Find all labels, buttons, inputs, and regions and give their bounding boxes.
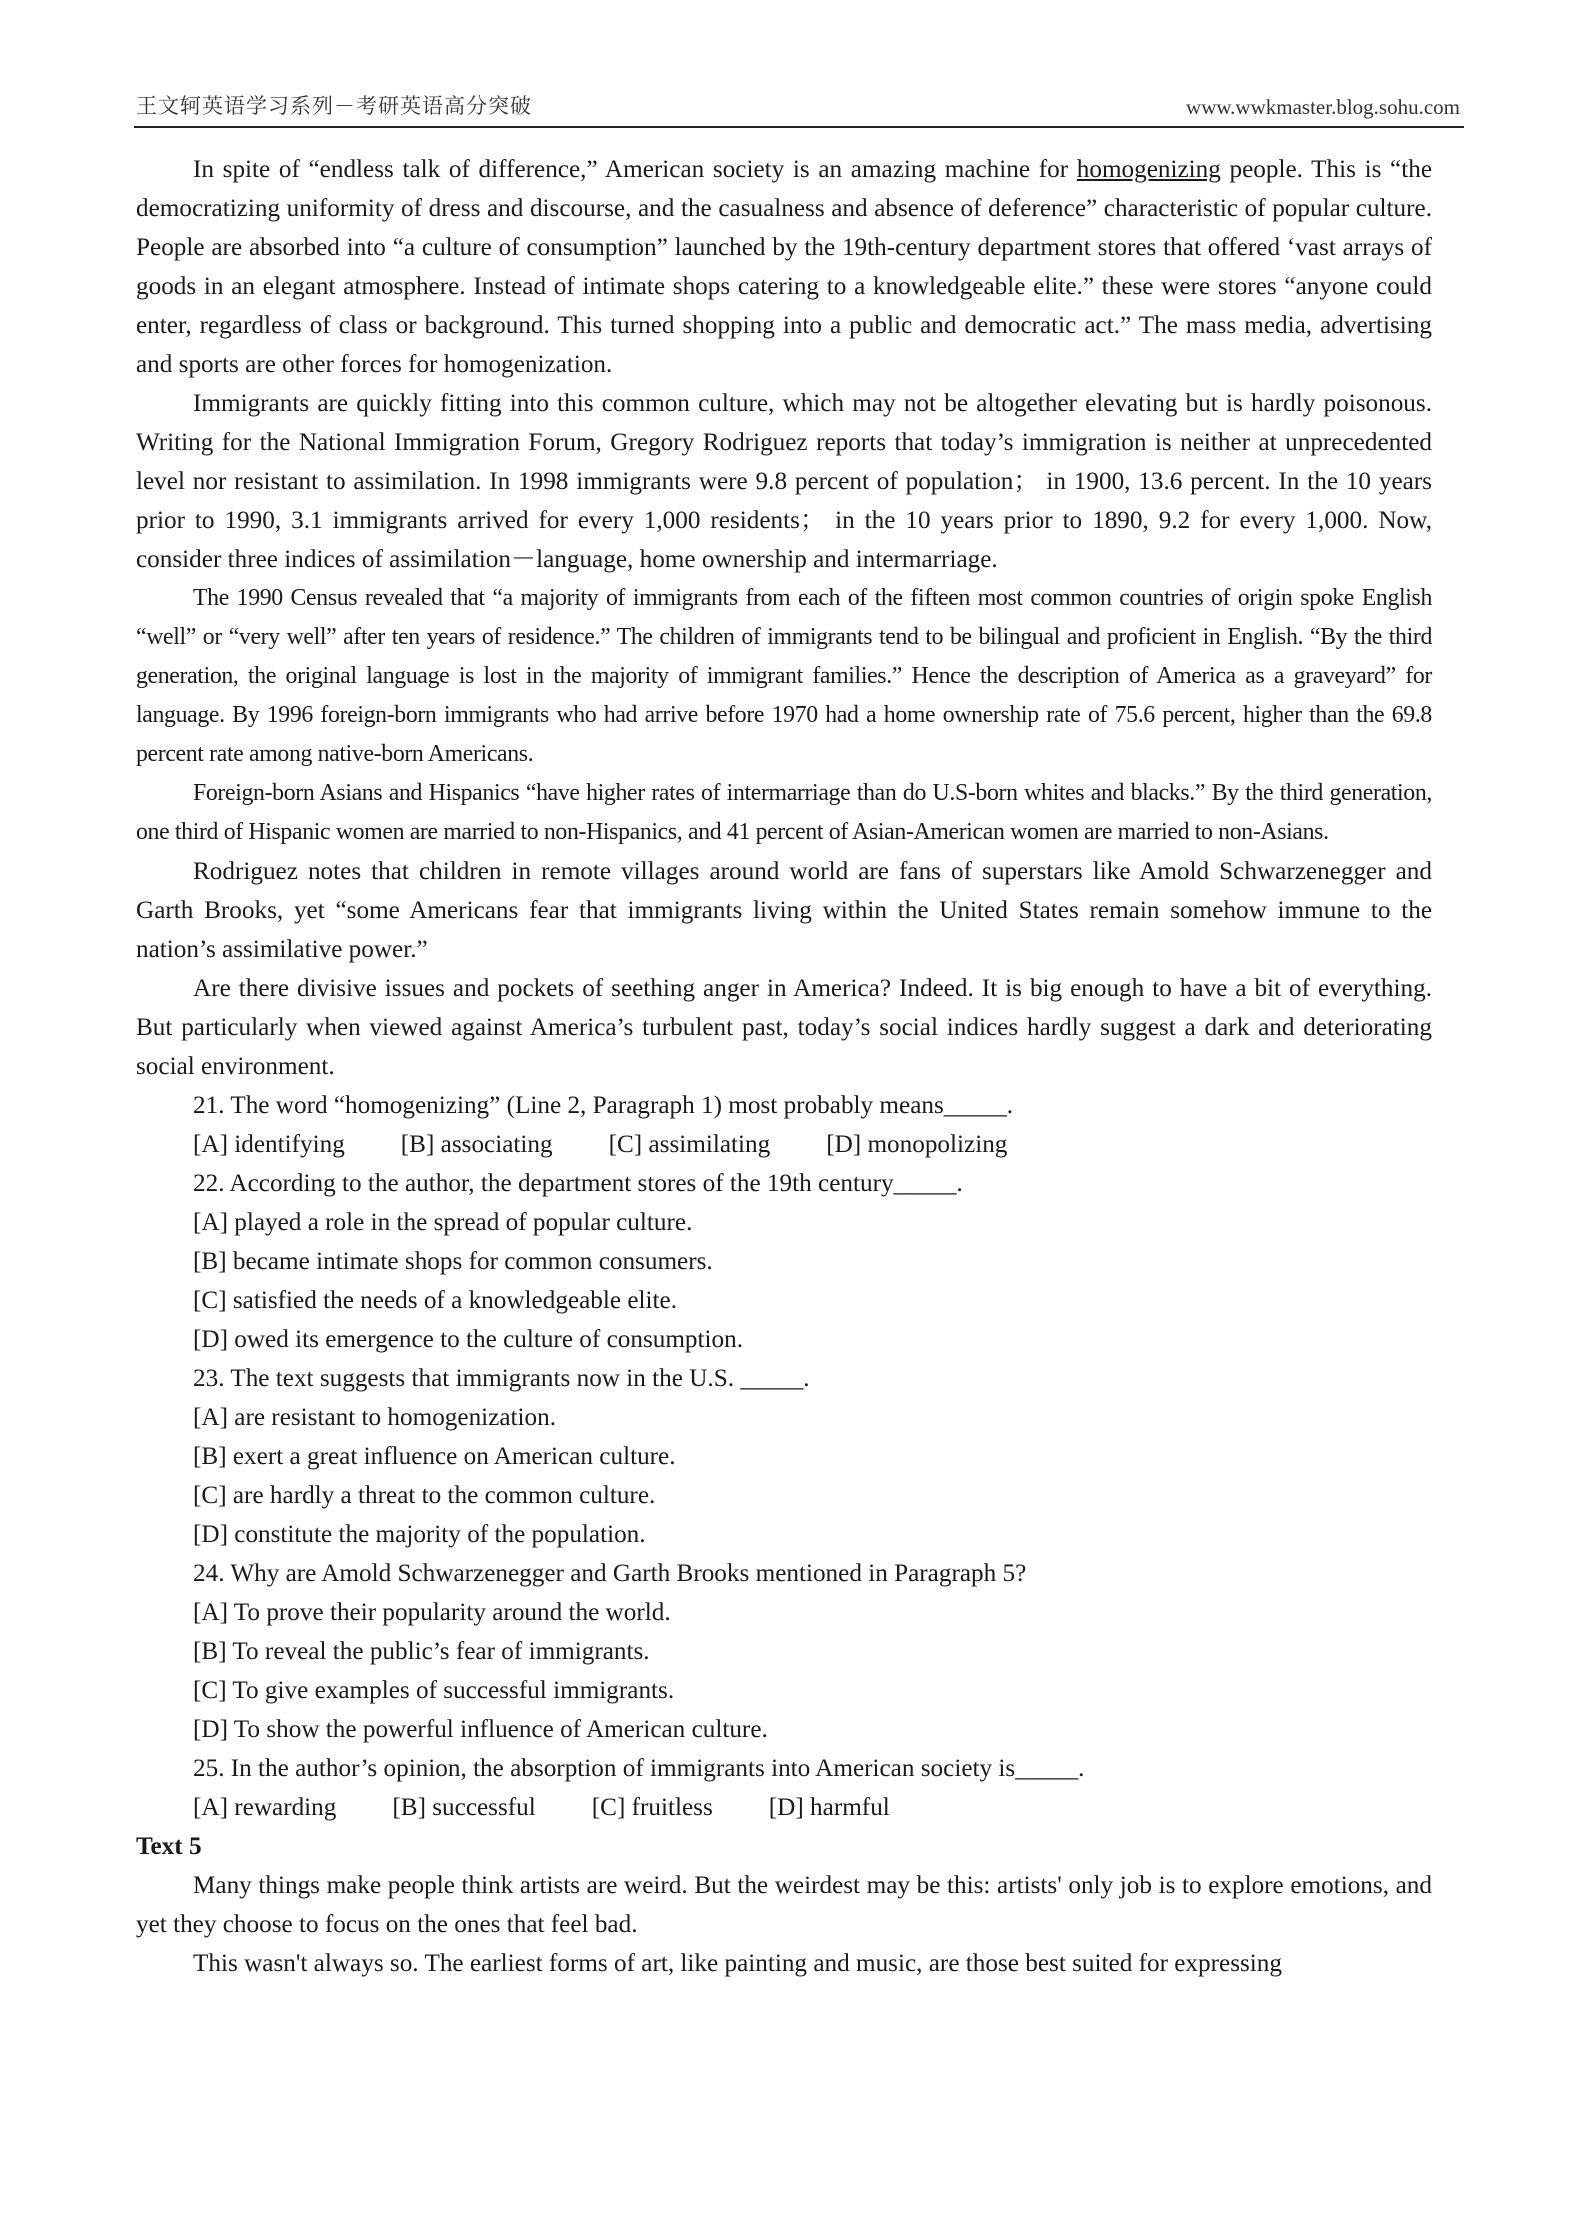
paragraph-3: The 1990 Census revealed that “a majority of immigrants from each of the fifteen most common countries of origin spoke English “well” or “very well” after ten years of residence.” The children of immigrants tend to be bilingual and proficient in English. “By the third generation, the original language is lost in the majority of immigrant families.” Hence the description of America as a graveyard” for language. By 1996 foreign-born immigrants who had arrive before 1970 had a home ownership rate of 75.6 percent, higher than the 69.8 percent rate among native-born Americans. [136, 585, 1432, 767]
option-d: [D] To show the powerful influence of American culture. [193, 1716, 768, 1743]
option-a: [A] rewarding [193, 1794, 337, 1821]
option-d: [D] harmful [768, 1794, 890, 1821]
option-b: [B] successful [392, 1794, 536, 1821]
text5-paragraph-2: This wasn't always so. The earliest forms of art, like painting and music, are those best suited for expressing [193, 1950, 1282, 1977]
paragraph-2: Immigrants are quickly fitting into this common culture, which may not be altogether elevating but is hardly poisonous. Writing for the National Immigration Forum, Gregory Rodriguez reports that today’s immigration is neither at unprecedented level nor resistant to assimilation. In 1998 immigrants were 9.8 percent of population； in 1900, 13.6 percent. In the 10 years prior to 1990, 3.1 immigrants arrived for every 1,000 residents； in the 10 years prior to 1890, 9.2 for every 1,000. Now, consider three indices of assimilation－language, home ownership and intermarriage. [136, 390, 1432, 573]
question-25-options [136, 1788, 1432, 1827]
paragraph-6: Are there divisive issues and pockets of seething anger in America? Indeed. It is big enough to have a bit of everything. But particularly when viewed against America’s turbulent past, today’s social indices hardly suggest a dark and deteriorating social environment. [136, 975, 1432, 1080]
text5-paragraph-1: Many things make people think artists are weird. But the weirdest may be this: artists' only job is to explore emotions, and yet they choose to focus on the ones that feel bad. [136, 1872, 1432, 1938]
option-b: [B] became intimate shops for common consumers. [193, 1248, 713, 1275]
paragraph-1: In spite of “endless talk of difference,” American society is an amazing machine for homogenizing people. This is “the democratizing uniformity of dress and discourse, and the casualness and absence of deference” characteristic of popular culture. People are absorbed into “a culture of consumption” launched by the 19th-century department stores that offered ‘vast arrays of goods in an elegant atmosphere. Instead of intimate shops catering to a knowledgeable elite.” these were stores “anyone could enter, regardless of class or background. This turned shopping into a public and democratic act.” The mass media, advertising and sports are other forces for homogenization. [136, 156, 1433, 378]
question-23-stem: 23. The text suggests that immigrants now in the U.S. _____. [193, 1365, 810, 1392]
question-21-options [136, 1125, 1432, 1164]
option-a: [A] To prove their popularity around the world. [193, 1599, 671, 1626]
option-d: [D] constitute the majority of the population. [193, 1521, 646, 1548]
series-title: 王文轲英语学习系列－考研英语高分突破 [136, 94, 532, 118]
option-a: [A] are resistant to homogenization. [193, 1404, 557, 1431]
option-b: [B] exert a great influence on American culture. [193, 1443, 676, 1470]
option-d: [D] owed its emergence to the culture of consumption. [193, 1326, 744, 1353]
option-b: [B] associating [400, 1131, 553, 1158]
option-c: [C] fruitless [591, 1794, 713, 1821]
option-c: [C] satisfied the needs of a knowledgeable elite. [193, 1287, 677, 1314]
underlined-term: homogenizing [1076, 156, 1221, 183]
option-d: [D] monopolizing [826, 1131, 1008, 1158]
question-24-stem: 24. Why are Amold Schwarzenegger and Garth Brooks mentioned in Paragraph 5? [193, 1560, 1027, 1587]
article-body [136, 150, 1432, 1983]
question-22-stem: 22. According to the author, the department stores of the 19th century_____. [193, 1170, 963, 1197]
question-25-stem: 25. In the author’s opinion, the absorption of immigrants into American society is_____. [193, 1755, 1085, 1782]
option-c: [C] are hardly a threat to the common culture. [193, 1482, 656, 1509]
option-a: [A] played a role in the spread of popular culture. [193, 1209, 693, 1236]
site-url: www.wwkmaster.blog.sohu.com [1186, 95, 1460, 119]
question-21-stem: 21. The word “homogenizing” (Line 2, Paragraph 1) most probably means_____. [193, 1092, 1014, 1119]
section-heading: Text 5 [136, 1833, 202, 1860]
paragraph-4: Foreign-born Asians and Hispanics “have higher rates of intermarriage than do U.S-born whites and blacks.” By the third generation, one third of Hispanic women are married to non-Hispanics, and 41 percent of Asian-American women are married to non-Asians. [136, 780, 1432, 845]
option-b: [B] To reveal the public’s fear of immigrants. [193, 1638, 650, 1665]
option-c: [C] To give examples of successful immigrants. [193, 1677, 675, 1704]
option-c: [C] assimilating [608, 1131, 771, 1158]
page-header [134, 92, 1464, 128]
option-a: [A] identifying [193, 1131, 345, 1158]
paragraph-5: Rodriguez notes that children in remote villages around world are fans of superstars like Amold Schwarzenegger and Garth Brooks, yet “some Americans fear that immigrants living within the United States remain somehow immune to the nation’s assimilative power.” [136, 858, 1432, 963]
